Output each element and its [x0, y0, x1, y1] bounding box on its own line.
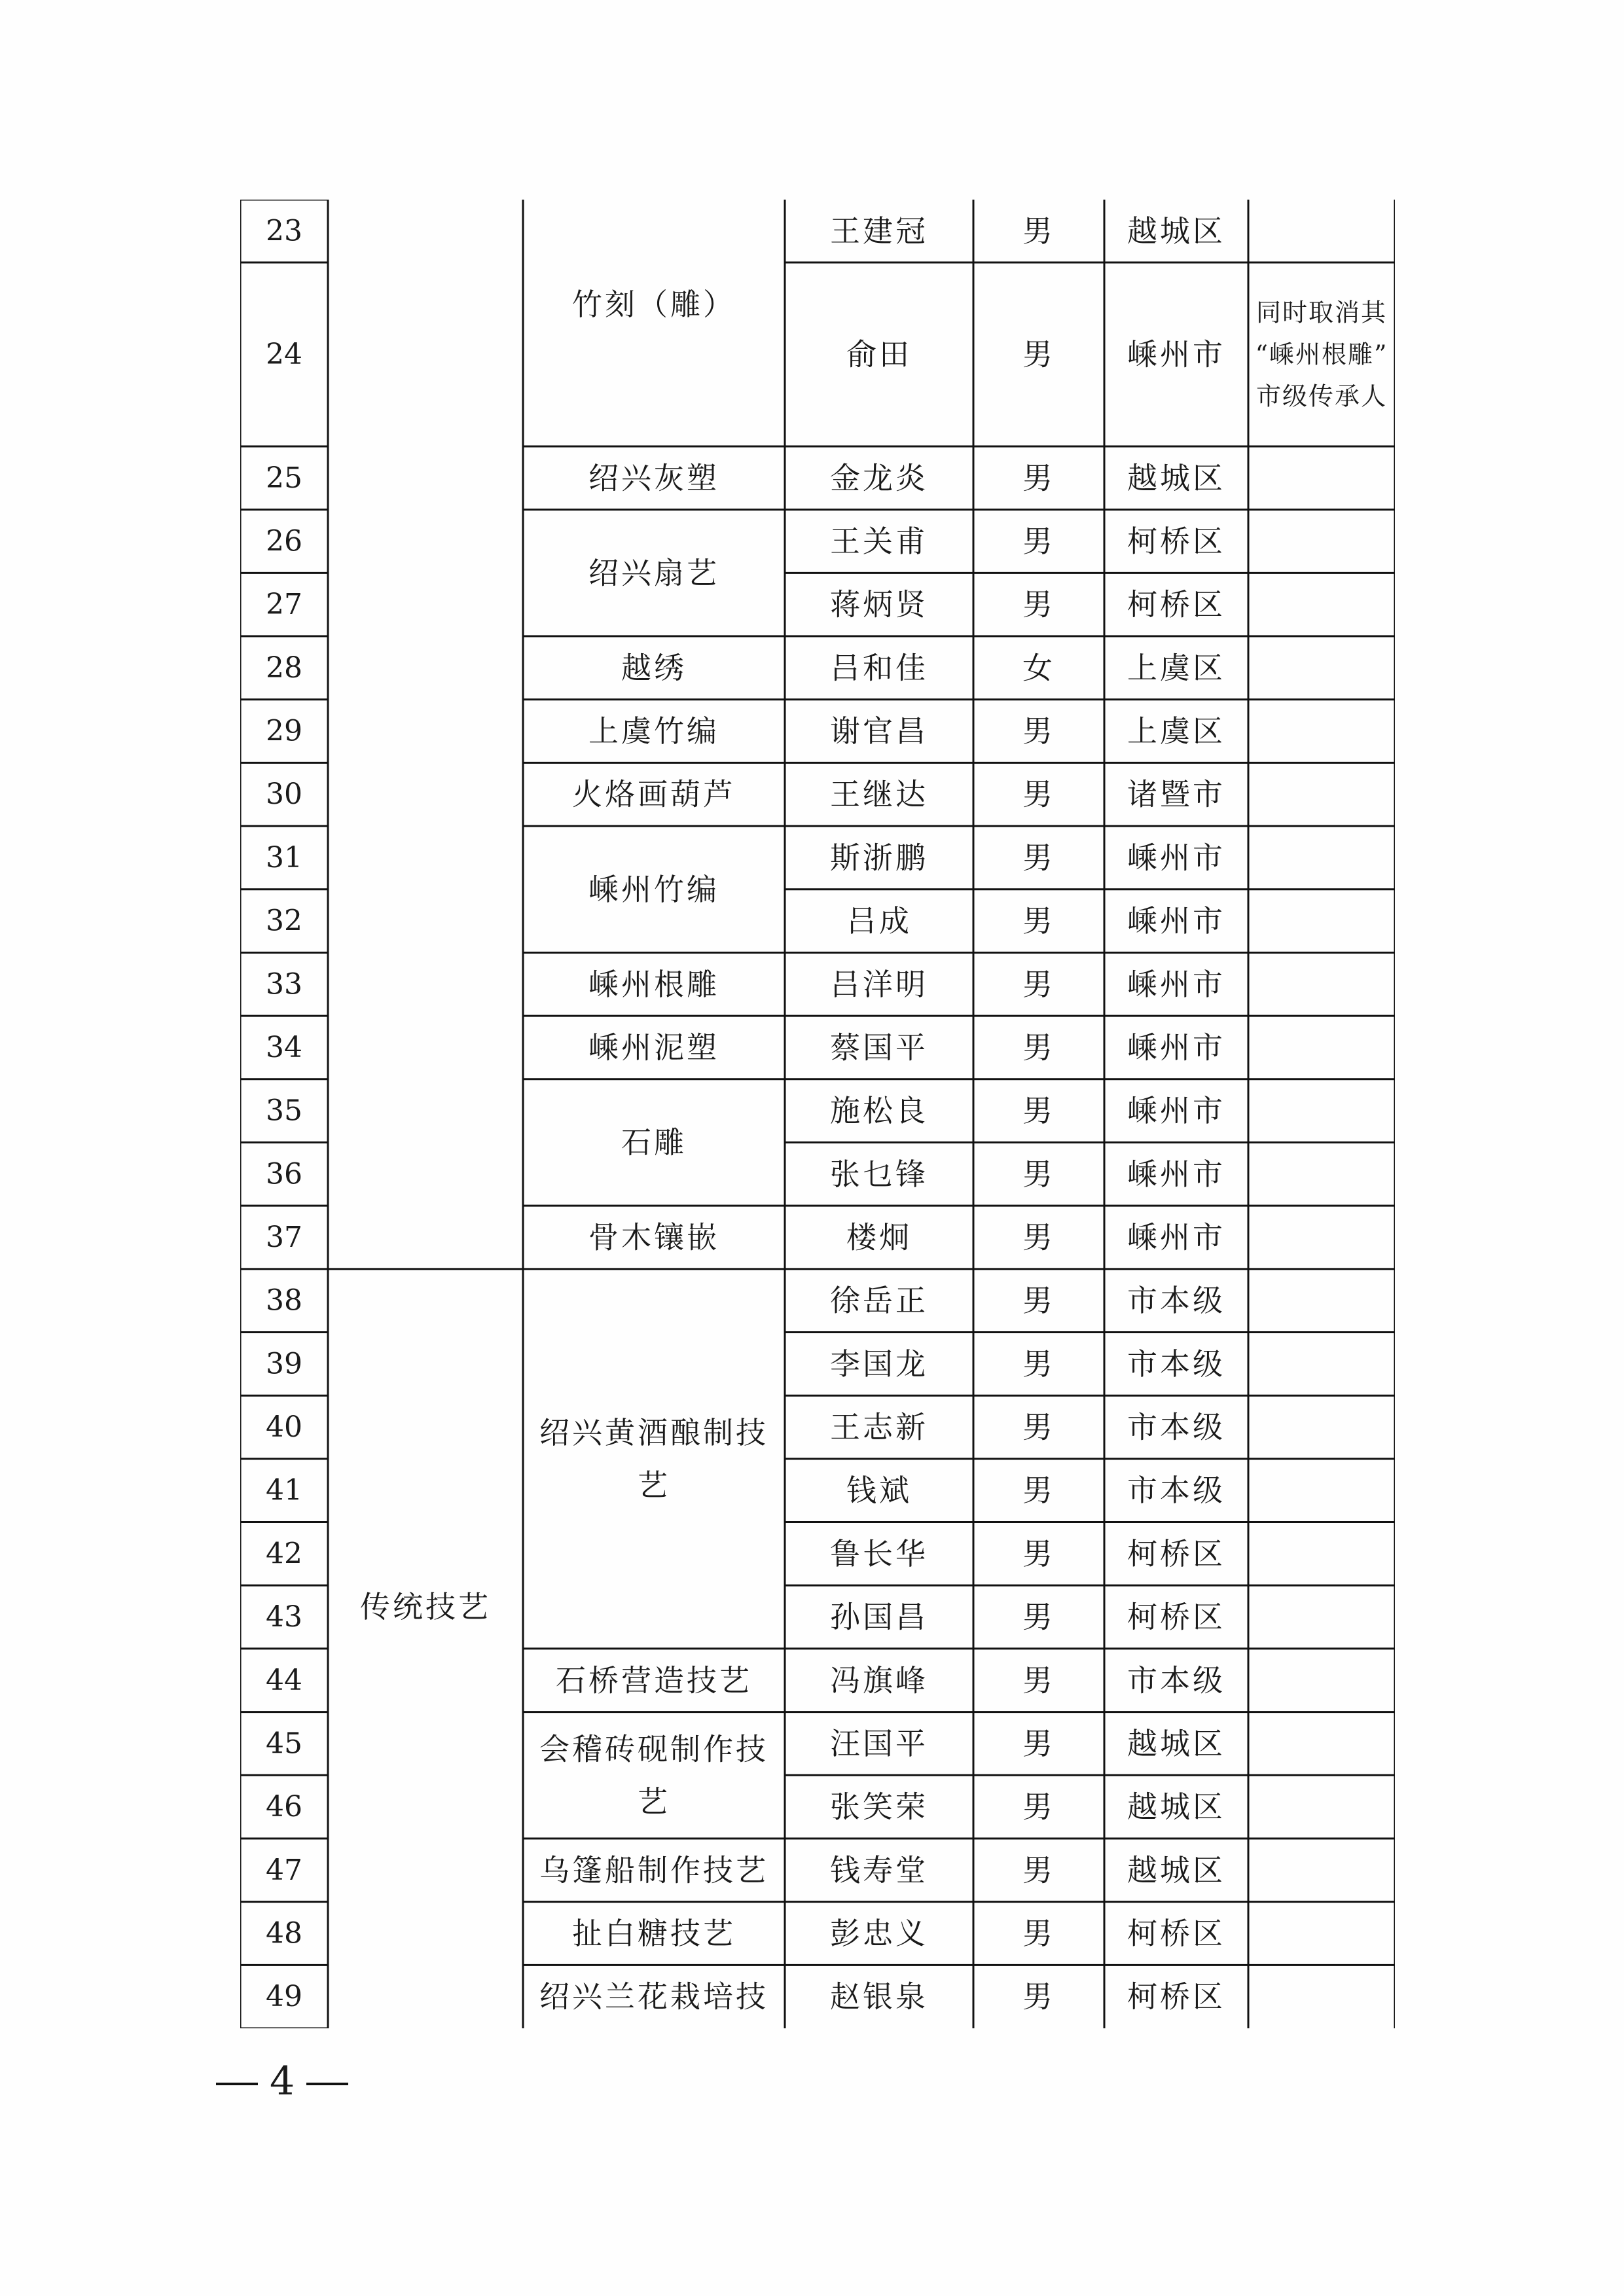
- inheritor-area: 越城区: [1127, 1789, 1225, 1825]
- inheritor-name: 金龙炎: [830, 460, 928, 496]
- table-cells: [266, 213, 1388, 2015]
- project-name: 绍兴扇艺: [588, 555, 719, 591]
- remark-text: 同时取消其: [1255, 298, 1388, 327]
- inheritor-name: 徐岳正: [830, 1283, 928, 1319]
- inheritor-area: 市本级: [1127, 1662, 1225, 1698]
- inheritor-gender: 男: [1022, 1219, 1055, 1255]
- inheritor-area: 嵊州市: [1127, 336, 1225, 372]
- project-name: 越绣: [621, 650, 687, 686]
- inheritor-gender: 男: [1022, 1093, 1055, 1129]
- row-number: 30: [266, 778, 302, 812]
- inheritor-area: 柯桥区: [1127, 586, 1225, 622]
- row-number: 27: [266, 588, 302, 622]
- inheritor-name: 蒋炳贤: [830, 586, 928, 622]
- project-name: 嵊州泥塑: [588, 1030, 719, 1066]
- project-name: 会稽砖砚制作技: [539, 1731, 768, 1767]
- project-name: 上虞竹编: [588, 713, 719, 749]
- inheritor-gender: 男: [1022, 524, 1055, 560]
- project-name: 艺: [638, 1784, 670, 1820]
- project-name: 石桥营造技艺: [556, 1662, 752, 1698]
- project-name: 艺: [638, 1467, 670, 1503]
- row-number: 33: [266, 967, 302, 1001]
- inheritor-name: 钱斌: [846, 1473, 912, 1509]
- inheritor-area: 越城区: [1127, 460, 1225, 496]
- row-number: 36: [266, 1157, 302, 1191]
- inheritor-area: 上虞区: [1127, 650, 1225, 686]
- project-name: 嵊州根雕: [588, 966, 719, 1002]
- inheritor-area: 柯桥区: [1127, 1979, 1225, 2015]
- row-number: 49: [266, 1980, 302, 2014]
- inheritor-gender: 男: [1022, 1346, 1055, 1382]
- project-name: 火烙画葫芦: [572, 776, 736, 812]
- row-number: 37: [266, 1221, 302, 1254]
- inheritor-gender: 男: [1022, 776, 1055, 812]
- inheritor-name: 吕成: [846, 903, 912, 939]
- inheritor-gender: 男: [1022, 1789, 1055, 1825]
- remark-text: 市级传承人: [1255, 382, 1388, 411]
- inheritor-name: 钱寿堂: [830, 1852, 928, 1888]
- row-number: 23: [266, 214, 302, 248]
- row-number: 35: [266, 1094, 302, 1128]
- inheritor-area: 市本级: [1127, 1346, 1225, 1382]
- footer-dash-left: [216, 2083, 258, 2085]
- inheritor-gender: 男: [1022, 1156, 1055, 1192]
- inheritor-gender: 男: [1022, 460, 1055, 496]
- row-number: 46: [266, 1790, 302, 1824]
- row-number: 43: [266, 1600, 302, 1634]
- inheritor-name: 王继达: [830, 776, 928, 812]
- inheritor-gender: 女: [1022, 650, 1055, 686]
- inheritor-area: 越城区: [1127, 1852, 1225, 1888]
- row-number: 34: [266, 1030, 302, 1064]
- inheritor-name: 彭忠义: [830, 1915, 928, 1951]
- row-number: 29: [266, 714, 302, 748]
- inheritor-name: 汪国平: [830, 1725, 928, 1761]
- inheritor-gender: 男: [1022, 1473, 1055, 1509]
- row-number: 47: [266, 1853, 302, 1887]
- inheritor-name: 李国龙: [830, 1346, 928, 1382]
- row-number: 44: [266, 1663, 302, 1697]
- row-number: 48: [266, 1916, 302, 1950]
- row-number: 28: [266, 651, 302, 685]
- inheritor-name: 张乜锋: [830, 1156, 928, 1192]
- inheritor-area: 诸暨市: [1127, 776, 1225, 812]
- row-number: 41: [266, 1473, 302, 1507]
- inheritor-gender: 男: [1022, 1409, 1055, 1445]
- project-name: 绍兴黄酒酿制技: [539, 1414, 768, 1450]
- inheritor-name: 王建冠: [830, 213, 928, 249]
- inheritor-gender: 男: [1022, 1915, 1055, 1951]
- inheritor-name: 王志新: [830, 1409, 928, 1445]
- inheritor-gender: 男: [1022, 1662, 1055, 1698]
- inheritor-area: 嵊州市: [1127, 1156, 1225, 1192]
- project-name: 绍兴兰花栽培技: [539, 1979, 768, 2015]
- project-name: 石雕: [621, 1124, 687, 1160]
- row-number: 26: [266, 524, 302, 558]
- inheritor-gender: 男: [1022, 336, 1055, 372]
- project-name: 乌篷船制作技艺: [539, 1852, 768, 1888]
- project-name: 竹刻（雕）: [572, 287, 736, 322]
- row-number: 31: [266, 840, 302, 874]
- inheritor-area: 市本级: [1127, 1409, 1225, 1445]
- project-name: 扯白糖技艺: [572, 1915, 736, 1951]
- inheritor-name: 吕洋明: [830, 966, 928, 1002]
- inheritor-area: 柯桥区: [1127, 524, 1225, 560]
- inheritor-gender: 男: [1022, 1283, 1055, 1319]
- inheritor-name: 张笑荣: [830, 1789, 928, 1825]
- inheritor-name: 孙国昌: [830, 1599, 928, 1635]
- inheritor-gender: 男: [1022, 1030, 1055, 1066]
- inheritor-area: 越城区: [1127, 1725, 1225, 1761]
- inheritor-name: 楼炯: [846, 1219, 912, 1255]
- inheritor-name: 冯旗峰: [830, 1662, 928, 1698]
- inheritor-gender: 男: [1022, 1599, 1055, 1635]
- inheritor-gender: 男: [1022, 586, 1055, 622]
- inheritor-name: 斯浙鹏: [830, 840, 928, 876]
- project-name: 嵊州竹编: [588, 871, 719, 907]
- inheritor-area: 嵊州市: [1127, 966, 1225, 1002]
- inheritor-area: 柯桥区: [1127, 1915, 1225, 1951]
- inheritor-name: 俞田: [846, 336, 912, 372]
- page-footer: [216, 2055, 380, 2108]
- inheritor-gender: 男: [1022, 213, 1055, 249]
- project-name: 绍兴灰塑: [588, 460, 719, 496]
- inheritor-area: 柯桥区: [1127, 1599, 1225, 1635]
- row-number: 38: [266, 1283, 302, 1318]
- inheritor-gender: 男: [1022, 903, 1055, 939]
- page-number: 4: [270, 2058, 295, 2104]
- inheritor-name: 谢官昌: [830, 713, 928, 749]
- inheritor-gender: 男: [1022, 1852, 1055, 1888]
- inheritor-gender: 男: [1022, 1725, 1055, 1761]
- inheritor-gender: 男: [1022, 966, 1055, 1002]
- inheritor-gender: 男: [1022, 1535, 1055, 1571]
- footer-dash-right: [306, 2083, 348, 2085]
- inheritor-area: 市本级: [1127, 1473, 1225, 1509]
- row-number: 39: [266, 1347, 302, 1381]
- inheritor-name: 鲁长华: [830, 1535, 928, 1571]
- inheritor-gender: 男: [1022, 713, 1055, 749]
- category-label: 传统技艺: [360, 1589, 491, 1624]
- inheritor-name: 蔡国平: [830, 1030, 928, 1066]
- inheritor-area: 上虞区: [1127, 713, 1225, 749]
- row-number: 24: [266, 338, 302, 371]
- inheritor-area: 嵊州市: [1127, 840, 1225, 876]
- inheritor-name: 王关甫: [830, 524, 928, 560]
- inheritor-name: 赵银泉: [830, 1979, 928, 2015]
- project-name: 骨木镶嵌: [588, 1219, 719, 1255]
- row-number: 42: [266, 1537, 302, 1571]
- inheritor-table: [240, 200, 1395, 2028]
- inheritor-name: 施松良: [830, 1093, 928, 1129]
- inheritor-area: 嵊州市: [1127, 1219, 1225, 1255]
- inheritor-name: 吕和佳: [830, 650, 928, 686]
- inheritor-area: 越城区: [1127, 213, 1225, 249]
- inheritor-area: 嵊州市: [1127, 903, 1225, 939]
- inheritor-area: 嵊州市: [1127, 1030, 1225, 1066]
- inheritor-area: 嵊州市: [1127, 1093, 1225, 1129]
- inheritor-gender: 男: [1022, 1979, 1055, 2015]
- inheritor-gender: 男: [1022, 840, 1055, 876]
- row-number: 32: [266, 904, 302, 938]
- remark-text: “嵊州根雕”: [1255, 340, 1388, 369]
- inheritor-area: 柯桥区: [1127, 1535, 1225, 1571]
- row-number: 40: [266, 1410, 302, 1444]
- row-number: 45: [266, 1727, 302, 1761]
- inheritor-area: 市本级: [1127, 1283, 1225, 1319]
- row-number: 25: [266, 461, 302, 495]
